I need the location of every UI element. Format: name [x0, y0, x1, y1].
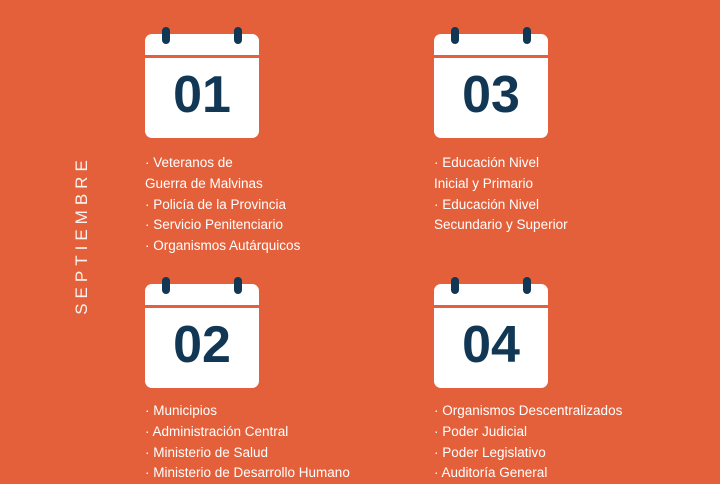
day-03-list [434, 153, 568, 236]
calendar-ring-icon [162, 27, 170, 44]
list-item: · Poder Judicial [434, 423, 528, 439]
calendar-ring-icon [234, 27, 242, 44]
list-item: · Ministerio de Desarrollo Humano [145, 465, 350, 481]
list-item: · Policía de la Provincia [145, 196, 287, 212]
calendar-ring-icon [234, 277, 242, 294]
day-02-list [145, 401, 350, 484]
calendar-ring-icon [523, 27, 531, 44]
list-item: · Veteranos de [145, 155, 233, 170]
calendar-icon-day-01 [145, 34, 259, 138]
list-item: · Poder Legislativo [434, 444, 546, 460]
list-item: · Auditoría General [434, 465, 548, 481]
day-number: 02 [173, 316, 231, 374]
calendar-ring-icon [451, 277, 459, 294]
month-label: SEPTIEMBRE [72, 155, 91, 315]
list-item: · Educación Nivel [434, 155, 540, 170]
calendar-icon-day-03 [434, 34, 548, 138]
list-item: · Organismos Autárquicos [145, 238, 301, 254]
day-01-list [145, 153, 300, 257]
list-item: Secundario y Superior [434, 217, 568, 233]
calendar-icon-day-04 [434, 284, 548, 388]
calendar-ring-icon [451, 27, 459, 44]
day-04-list [434, 401, 622, 484]
list-item: · Organismos Descentralizados [434, 403, 623, 418]
list-item: · Ministerio de Salud [145, 444, 269, 460]
list-item: Guerra de Malvinas [145, 175, 263, 191]
list-item: · Administración Central [145, 423, 289, 439]
list-item: Inicial y Primario [434, 175, 534, 191]
calendar-ring-icon [162, 277, 170, 294]
list-item: · Educación Nivel [434, 196, 540, 212]
list-item: · Servicio Penitenciario [145, 217, 284, 233]
calendar-icon-day-02 [145, 284, 259, 388]
day-number: 04 [462, 316, 520, 374]
day-number: 01 [173, 66, 231, 124]
day-number: 03 [462, 66, 520, 124]
list-item: · Municipios [145, 403, 218, 418]
calendar-ring-icon [523, 277, 531, 294]
